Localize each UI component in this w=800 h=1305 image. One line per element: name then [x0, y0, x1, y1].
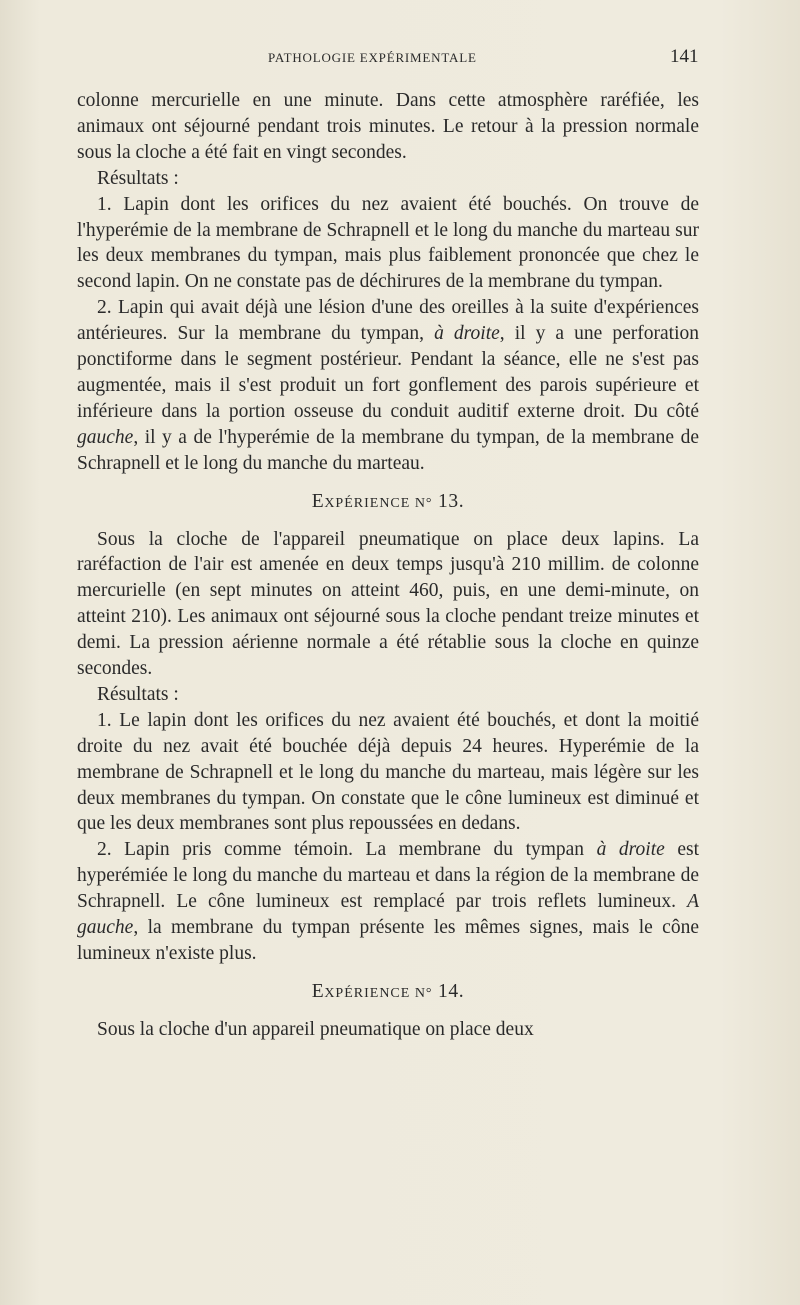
paragraph: Sous la cloche de l'appareil pneumatique on place deux lapins. La raréfaction de l'air est amenée en deux temps jusqu'à 210 millim. de colonne mercurielle (en sept minutes on atteint 460, puis, en une demi-minute, on atteint 210). Les animaux ont séjourné sous la cloche pendant treize minutes et demi. La pression aérienne normale a été rétablie sous la cloche en quinze secondes. — [77, 528, 699, 680]
paragraph: colonne mercurielle en une minute. Dans cette atmosphère raréfiée, les animaux ont séjourné pendant trois minutes. Le retour à la pression normale sous la cloche a été fait en vingt secondes. — [77, 90, 699, 163]
section-heading-experience-14: EXPÉRIENCE N° 14. — [311, 980, 465, 1002]
body-text — [77, 88, 699, 1043]
results-label: Résultats : — [97, 167, 179, 189]
results-label: Résultats : — [97, 683, 179, 705]
page-number: 141 — [670, 46, 699, 67]
section-heading-experience-13: EXPÉRIENCE N° 13. — [311, 490, 465, 512]
paragraph: 2. Lapin pris comme témoin. La membrane du tympan à droite est hyperémiée le long du manche du marteau et dans la région de la membrane de Schrapnell. Le cône lumineux est remplacé par trois reflets lumineux. A gauche, la membrane du tympan présente les mêmes signes, mais le cône lumineux n'existe plus. — [77, 839, 700, 964]
running-title: PATHOLOGIE EXPÉRIMENTALE — [268, 50, 477, 65]
paragraph: Sous la cloche d'un appareil pneumatique on place deux — [97, 1018, 534, 1040]
paragraph: 2. Lapin qui avait déjà une lésion d'une des oreilles à la suite d'expériences antérieures. Sur la membrane du tympan, à droite, il y a une perforation ponctiforme dans le segment postérieur. Pendant la séance, elle ne s'est pas augmentée, mais il s'est produit un fort gonflement des parois supérieure et inférieure dans la portion osseuse du conduit auditif externe droit. Du côté gauche, il y a de l'hyperémie de la membrane du tympan, de la membrane de Schrapnell et le long du manche du marteau. — [77, 297, 699, 474]
page-header — [0, 48, 800, 72]
paragraph: 1. Lapin dont les orifices du nez avaient été bouchés. On trouve de l'hyperémie de la membrane de Schrapnell et le long du manche du marteau sur les deux membranes du tympan, mais plus faiblement prononcée que chez le second lapin. On ne constate pas de déchirures de la membrane du tympan. — [77, 193, 699, 293]
paragraph: 1. Le lapin dont les orifices du nez avaient été bouchés, et dont la moitié droite du nez avait été bouchée déjà depuis 24 heures. Hyperémie de la membrane de Schrapnell et le long du manche du marteau, mais légère sur les deux membranes du tympan. On constate que le cône lumineux est diminué et que les deux membranes sont plus repoussées en dedans. — [77, 709, 699, 835]
